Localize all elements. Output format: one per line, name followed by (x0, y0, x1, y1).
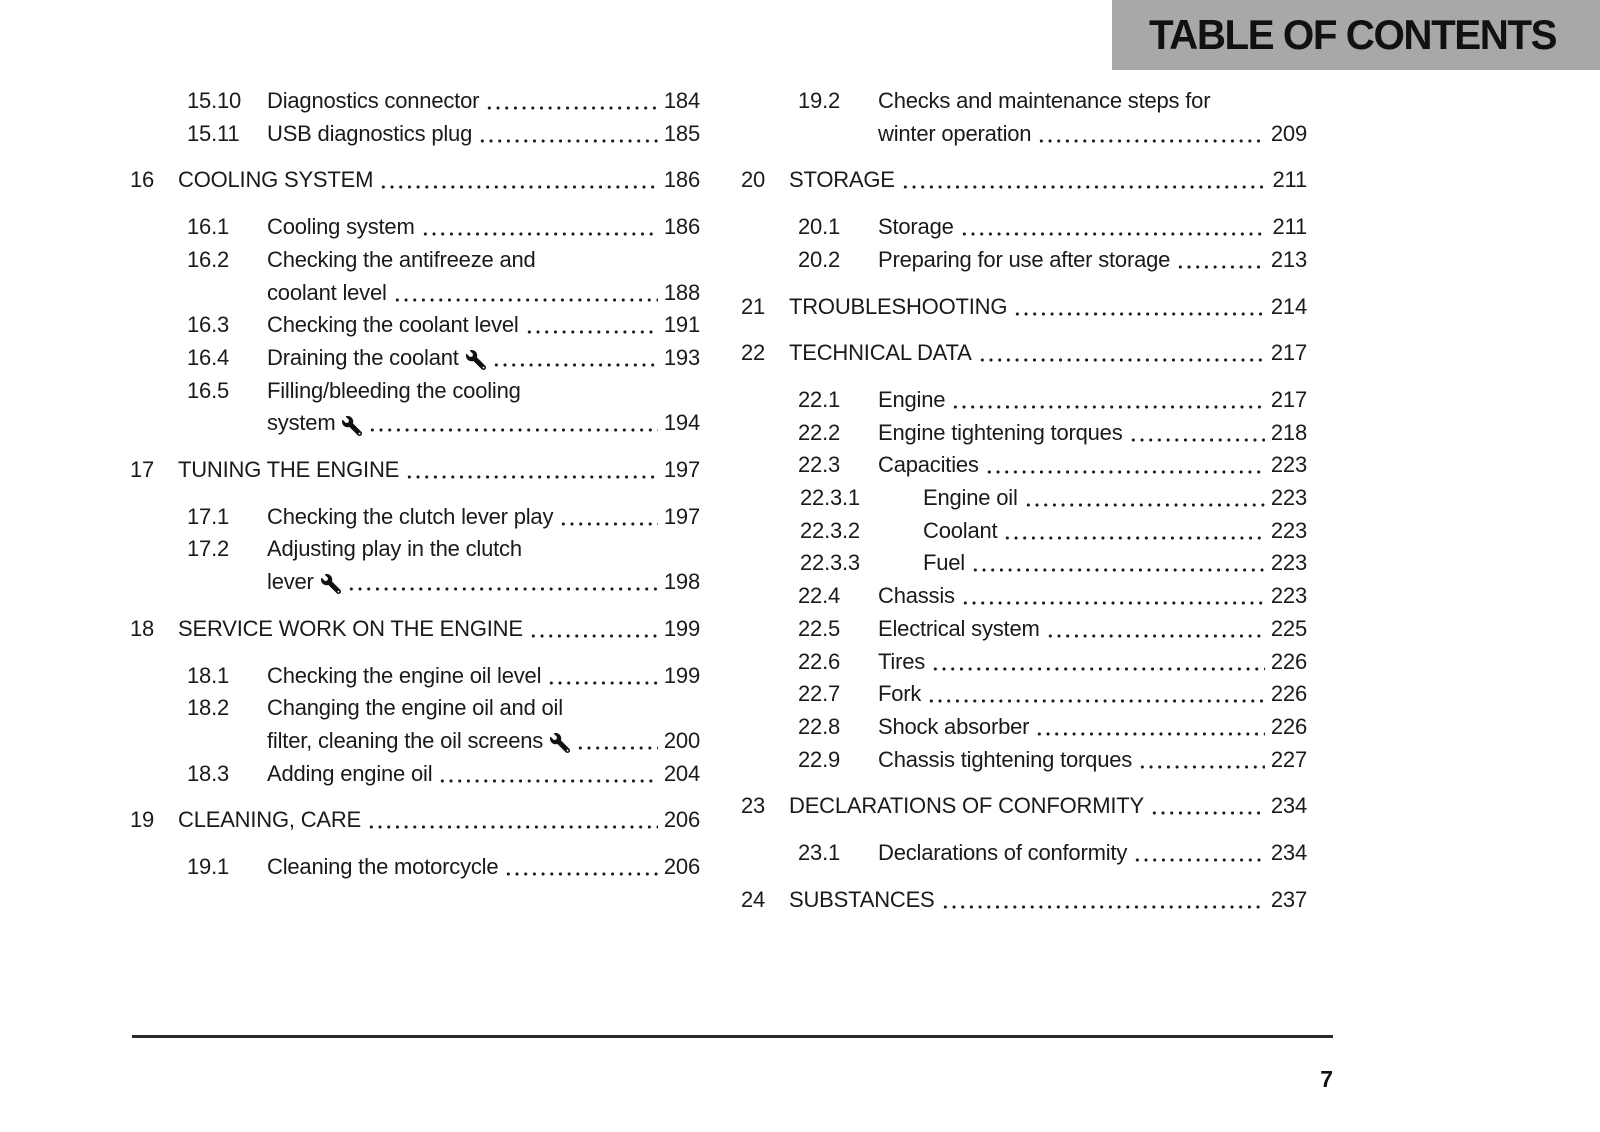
toc-entry (741, 85, 1307, 150)
dot-leader (478, 118, 658, 151)
dot-leader (485, 85, 658, 118)
toc-entry (741, 417, 1307, 450)
toc-entry-number: 22.1 (798, 386, 841, 412)
toc-entry-line (741, 613, 1307, 646)
toc-entry-number: 19 (130, 807, 155, 833)
dot-leader (1013, 291, 1265, 324)
toc-entry-line (130, 85, 700, 118)
toc-entry (741, 211, 1307, 244)
toc-entry-line (741, 85, 1307, 118)
toc-entry-number (187, 725, 267, 758)
toc-page-number: 223 (1270, 550, 1307, 576)
toc-entry (130, 692, 700, 757)
toc-entry-title: Engine (878, 386, 946, 412)
toc-entry-title: Tires (878, 648, 926, 674)
toc-entry-number: 17 (130, 457, 155, 483)
toc-entry-number: 20.1 (798, 214, 841, 240)
toc-entry-line (741, 744, 1307, 777)
toc-entry-title: DECLARATIONS OF CONFORMITY (789, 793, 1144, 819)
toc-entry-number: 22.6 (798, 648, 841, 674)
toc-entry-number: 24 (741, 886, 766, 912)
toc-page-number: 237 (1270, 886, 1307, 912)
toc-page-number: 214 (1270, 293, 1307, 319)
toc-page-number: 185 (663, 120, 700, 146)
toc-entry (130, 660, 700, 693)
dot-leader (960, 211, 1267, 244)
toc-page-number: 188 (663, 279, 700, 305)
dot-leader (1024, 482, 1265, 515)
toc-entry-line (741, 884, 1307, 917)
toc-entry-line (130, 342, 700, 375)
page-title: TABLE OF CONTENTS (1148, 11, 1556, 58)
dot-leader (978, 337, 1265, 370)
toc-entry-line (130, 692, 700, 725)
toc-entry-line (741, 580, 1307, 613)
dot-leader (1138, 744, 1265, 777)
dot-leader (1035, 711, 1265, 744)
page-number: 7 (1320, 1066, 1333, 1092)
toc-entry-number: 17.1 (187, 503, 230, 529)
toc-page-number: 191 (663, 312, 700, 338)
wrench-icon (342, 416, 362, 436)
toc-entry-title: Shock absorber (878, 713, 1030, 739)
toc-entry-title: coolant level (267, 279, 387, 305)
toc-left-column (130, 85, 700, 884)
dot-leader (1046, 613, 1265, 646)
toc-entry-number: 23.1 (798, 840, 841, 866)
toc-page-number: 226 (1270, 681, 1307, 707)
toc-entry-number: 22.8 (798, 713, 841, 739)
toc-entry (741, 790, 1307, 823)
toc-entry-title: Diagnostics connector (267, 88, 480, 113)
toc-entry-title: CLEANING, CARE (178, 807, 362, 833)
toc-entry-title: TROUBLESHOOTING (789, 293, 1008, 319)
dot-leader (438, 758, 657, 791)
toc-right-column (741, 85, 1307, 930)
dot-leader (368, 407, 657, 440)
toc-entry-number: 18 (130, 615, 155, 641)
toc-entry-line (130, 851, 700, 884)
dot-leader (576, 725, 658, 758)
toc-entry (130, 85, 700, 118)
toc-page-number: 198 (663, 569, 700, 595)
toc-page-number: 223 (1270, 452, 1307, 478)
toc-entry-title: Fork (878, 681, 922, 707)
toc-entry-number: 16.5 (187, 377, 230, 403)
toc-entry-title: Storage (878, 214, 954, 240)
toc-entry-number: 16.3 (187, 312, 230, 338)
toc-entry-line (741, 164, 1307, 197)
toc-entry-number: 21 (741, 293, 766, 319)
wrench-icon (550, 733, 570, 753)
toc-page-number: 186 (663, 167, 700, 193)
toc-entry-line (741, 790, 1307, 823)
toc-entry (741, 384, 1307, 417)
toc-page-number: 217 (1270, 386, 1307, 412)
toc-entry-number: 22.3.1 (800, 485, 860, 511)
toc-entry-line (130, 660, 700, 693)
toc-entry-line (130, 725, 700, 758)
toc-entry-line (130, 164, 700, 197)
toc-entry-title: STORAGE (789, 167, 895, 193)
toc-entry-title: SERVICE WORK ON THE ENGINE (178, 615, 523, 641)
toc-entry-line (741, 337, 1307, 370)
toc-entry-line (741, 417, 1307, 450)
dot-leader (421, 211, 658, 244)
toc-entry-title: Filling/bleeding the cooling (267, 377, 521, 403)
dot-leader (1176, 244, 1265, 277)
dot-leader (559, 501, 658, 534)
toc-entry (741, 547, 1307, 580)
toc-entry-title: Chassis (878, 583, 955, 609)
dot-leader (1150, 790, 1265, 823)
wrench-icon (466, 350, 486, 370)
toc-entry-title: Engine oil (923, 485, 1018, 511)
toc-entry (741, 744, 1307, 777)
dot-leader (504, 851, 657, 884)
dot-leader (367, 804, 658, 837)
toc-entry (130, 118, 700, 151)
toc-entry-title: Preparing for use after storage (878, 246, 1171, 272)
dot-leader (1129, 417, 1265, 450)
toc-entry-number: 17.2 (187, 536, 230, 562)
dot-leader (547, 660, 658, 693)
toc-entry-number: 23 (741, 793, 766, 819)
toc-entry (130, 501, 700, 534)
toc-page-number: 193 (663, 344, 700, 370)
toc-entry (741, 164, 1307, 197)
toc-entry-number: 18.3 (187, 760, 230, 786)
wrench-icon (321, 574, 341, 594)
toc-entry-line (741, 384, 1307, 417)
toc-entry-number: 22.3 (798, 452, 841, 478)
dot-leader (379, 164, 658, 197)
toc-entry (130, 375, 700, 440)
toc-page-number: 209 (1270, 120, 1307, 146)
header-band (1112, 0, 1600, 70)
toc-page-number: 227 (1270, 746, 1307, 772)
toc-entry-number: 22.3.3 (800, 550, 860, 576)
toc-entry (741, 515, 1307, 548)
dot-leader (525, 309, 658, 342)
toc-entry (130, 211, 700, 244)
toc-entry-line (130, 804, 700, 837)
dot-leader (529, 613, 658, 646)
toc-entry-line (130, 566, 700, 599)
toc-entry-title: Capacities (878, 452, 979, 478)
toc-entry-number: 18.1 (187, 662, 230, 688)
toc-entry (130, 244, 700, 309)
toc-entry-line (130, 407, 700, 440)
toc-entry-number: 19.2 (798, 88, 841, 113)
toc-entry (741, 482, 1307, 515)
toc-entry-title: Adjusting play in the clutch (267, 536, 522, 562)
toc-entry-line (130, 533, 700, 566)
toc-page-number: 218 (1270, 419, 1307, 445)
toc-entry-line (741, 711, 1307, 744)
toc-entry (130, 342, 700, 375)
toc-entry-number: 16.4 (187, 344, 230, 370)
dot-leader (405, 454, 658, 487)
toc-entry (741, 291, 1307, 324)
toc-entry-title: Declarations of conformity (878, 840, 1128, 866)
toc-entry-line (741, 291, 1307, 324)
toc-entry-title: TECHNICAL DATA (789, 340, 972, 366)
toc-entry-number: 22 (741, 340, 766, 366)
toc-page-number: 197 (663, 503, 700, 529)
toc-page-number: 223 (1270, 517, 1307, 543)
toc-entry-number: 15.10 (187, 88, 242, 113)
toc-page-number: 211 (1272, 167, 1307, 193)
toc-entry-number: 19.1 (187, 854, 230, 880)
toc-entry-number: 22.5 (798, 615, 841, 641)
toc-entry-title: Checking the engine oil level (267, 662, 542, 688)
footer-divider (132, 1035, 1333, 1038)
dot-leader (1003, 515, 1264, 548)
toc-page-number: 199 (663, 662, 700, 688)
toc-page-number: 194 (663, 410, 700, 436)
toc-entry-number: 22.2 (798, 419, 841, 445)
toc-page-number: 204 (663, 760, 700, 786)
toc-entry (741, 711, 1307, 744)
toc-page-number: 206 (663, 807, 700, 833)
toc-page-number: 206 (663, 854, 700, 880)
toc-entry-title: system (267, 410, 336, 436)
toc-entry (741, 449, 1307, 482)
dot-leader (931, 646, 1265, 679)
toc-entry-title: COOLING SYSTEM (178, 167, 374, 193)
toc-entry (130, 164, 700, 197)
toc-page-number: 225 (1270, 615, 1307, 641)
dot-leader (971, 547, 1265, 580)
toc-entry-line (130, 501, 700, 534)
toc-entry (130, 309, 700, 342)
toc-entry-line (741, 449, 1307, 482)
toc-entry-number (798, 118, 878, 151)
dot-leader (347, 566, 658, 599)
toc-entry-number: 20 (741, 167, 766, 193)
toc-entry-line (741, 244, 1307, 277)
dot-leader (941, 884, 1265, 917)
toc-page-number: 226 (1270, 648, 1307, 674)
toc-entry-line (130, 211, 700, 244)
toc-page-number: 186 (663, 214, 700, 240)
toc-page-number: 211 (1272, 214, 1307, 240)
toc-entry-line (130, 454, 700, 487)
toc-entry (130, 851, 700, 884)
toc-page-number: 200 (663, 727, 700, 753)
toc-entry-number: 22.9 (798, 746, 841, 772)
toc-entry (741, 580, 1307, 613)
toc-entry-line (741, 515, 1307, 548)
toc-entry-title: Draining the coolant (267, 344, 459, 370)
toc-entry (741, 646, 1307, 679)
dot-leader (985, 449, 1265, 482)
toc-entry-title: Engine tightening torques (878, 419, 1123, 445)
toc-entry (130, 804, 700, 837)
toc-entry-title: Chassis tightening torques (878, 746, 1133, 772)
toc-page-number: 199 (663, 615, 700, 641)
dot-leader (901, 164, 1267, 197)
dot-leader (492, 342, 658, 375)
toc-entry-title: Changing the engine oil and oil (267, 695, 563, 721)
dot-leader (927, 678, 1265, 711)
toc-entry-line (130, 277, 700, 310)
toc-entry-line (741, 118, 1307, 151)
toc-page-number: 223 (1270, 485, 1307, 511)
toc-entry-number (187, 566, 267, 599)
toc-entry-title: Fuel (923, 550, 965, 576)
toc-page-number: 213 (1270, 246, 1307, 272)
toc-entry-line (130, 309, 700, 342)
toc-entry-line (130, 118, 700, 151)
toc-entry (741, 244, 1307, 277)
toc-page-number: 217 (1270, 340, 1307, 366)
toc-entry-number: 16.1 (187, 214, 230, 240)
toc-entry-title: Checking the clutch lever play (267, 503, 554, 529)
dot-leader (951, 384, 1265, 417)
toc-entry (741, 613, 1307, 646)
toc-entry (130, 613, 700, 646)
toc-entry-line (741, 678, 1307, 711)
toc-entry-title: Checking the coolant level (267, 312, 519, 338)
toc-entry-number: 16 (130, 167, 155, 193)
toc-entry-line (741, 211, 1307, 244)
dot-leader (393, 277, 658, 310)
toc-entry-title: TUNING THE ENGINE (178, 457, 400, 483)
toc-entry-line (130, 613, 700, 646)
toc-entry-line (130, 758, 700, 791)
toc-entry-title: Checking the antifreeze and (267, 246, 536, 272)
toc-entry-title: Cooling system (267, 214, 415, 240)
toc-entry-number: 20.2 (798, 246, 841, 272)
toc-entry-line (741, 646, 1307, 679)
dot-leader (1133, 837, 1265, 870)
toc-page-number: 223 (1270, 583, 1307, 609)
toc-entry-title: Checks and maintenance steps for (878, 88, 1211, 113)
toc-entry-line (130, 244, 700, 277)
toc-entry-title: winter operation (878, 120, 1032, 146)
toc-page-number: 234 (1270, 840, 1307, 866)
toc-entry (741, 678, 1307, 711)
toc-entry-number (187, 277, 267, 310)
toc-entry-number (187, 407, 267, 440)
toc-entry-title: lever (267, 569, 314, 595)
toc-entry-title: SUBSTANCES (789, 886, 935, 912)
toc-page-number: 197 (663, 457, 700, 483)
toc-entry-number: 22.3.2 (800, 517, 860, 543)
toc-entry-number: 18.2 (187, 695, 230, 721)
toc-entry-line (741, 837, 1307, 870)
toc-entry (741, 884, 1307, 917)
toc-entry (741, 837, 1307, 870)
toc-page-number: 226 (1270, 713, 1307, 739)
toc-entry-title: filter, cleaning the oil screens (267, 727, 544, 753)
toc-entry (130, 533, 700, 598)
toc-page-number: 184 (663, 88, 700, 113)
dot-leader (961, 580, 1265, 613)
toc-entry (130, 454, 700, 487)
toc-entry-line (741, 547, 1307, 580)
toc-entry-number: 16.2 (187, 246, 230, 272)
toc-entry-title: USB diagnostics plug (267, 120, 473, 146)
toc-entry-line (741, 482, 1307, 515)
toc-entry (130, 758, 700, 791)
toc-entry (741, 337, 1307, 370)
toc-page-number: 234 (1270, 793, 1307, 819)
toc-entry-title: Cleaning the motorcycle (267, 854, 499, 880)
toc-entry-number: 15.11 (187, 120, 240, 146)
toc-entry-title: Adding engine oil (267, 760, 433, 786)
toc-entry-title: Electrical system (878, 615, 1040, 641)
toc-entry-line (130, 375, 700, 408)
toc-entry-number: 22.7 (798, 681, 841, 707)
toc-entry-number: 22.4 (798, 583, 841, 609)
toc-entry-title: Coolant (923, 517, 998, 543)
dot-leader (1037, 118, 1265, 151)
